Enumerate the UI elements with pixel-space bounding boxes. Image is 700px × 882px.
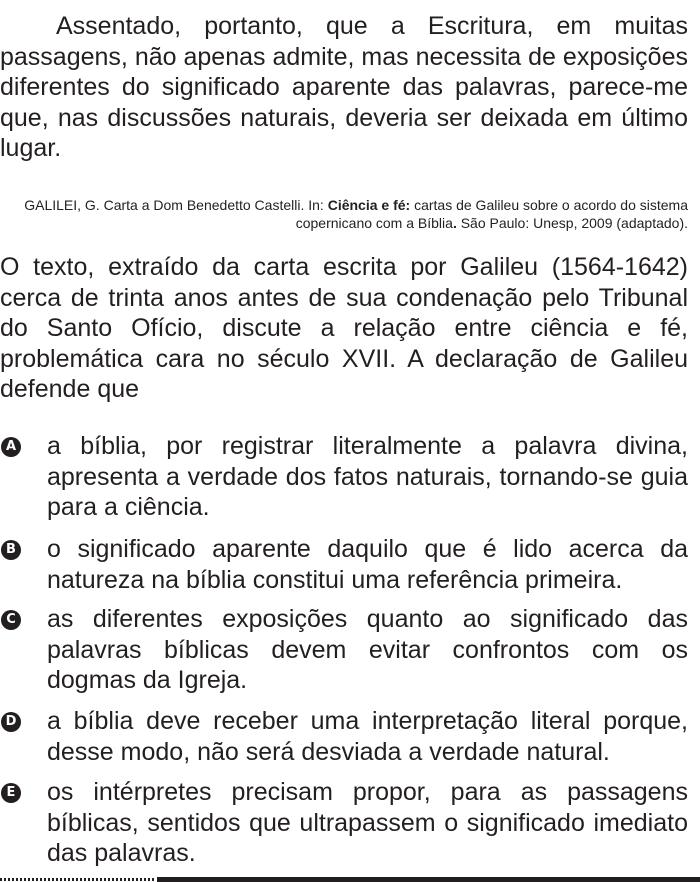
citation-publisher: São Paulo: Unesp, 2009 (adaptado). xyxy=(456,215,688,231)
option-c-letter-badge: C xyxy=(1,610,21,630)
option-b-letter-badge: B xyxy=(1,540,21,560)
citation-subtitle: cartas de Galileu sobre o acordo do sistema copernicano com a Bíblia xyxy=(295,197,688,231)
option-a[interactable] xyxy=(0,431,688,523)
solid-rule xyxy=(157,877,700,882)
option-e[interactable] xyxy=(0,777,688,869)
option-c[interactable] xyxy=(0,604,688,696)
option-e-letter-badge: E xyxy=(1,783,21,803)
option-e-text: os intérpretes precisam propor, para as passagens bíblicas, sentidos que ultrapassem o significado imediato das palavras. xyxy=(47,778,688,867)
citation-bold-period: . xyxy=(452,215,457,231)
bottom-rule xyxy=(0,876,700,882)
option-b[interactable] xyxy=(0,534,688,595)
option-c-text: as diferentes exposições quanto ao significado das palavras bíblicas devem evitar confrontos com os dogmas da Igreja. xyxy=(47,605,688,694)
option-a-letter-badge: A xyxy=(1,437,21,457)
citation-text: GALILEI, G. Carta a Dom Benedetto Castelli. In: xyxy=(24,197,328,213)
dotted-rule xyxy=(0,878,155,881)
option-d[interactable] xyxy=(0,706,688,767)
question-stem: O texto, extraído da carta escrita por Galileu (1564-1642) cerca de trinta anos antes de sua condenação pelo Tribunal do Santo Ofício, discute a relação entre ciência e fé, problemática cara no século XVII. A declaração de Galileu defende que xyxy=(0,253,688,403)
quote-text: Assentado, portanto, que a Escritura, em muitas passagens, não apenas admite, mas necessita de exposições diferentes do significado aparente das palavras, parece-me que, nas discussões naturais, deveria ser deixada em último lugar. xyxy=(0,12,688,162)
citation xyxy=(0,196,688,232)
option-a-text: a bíblia, por registrar literalmente a palavra divina, apresenta a verdade dos fatos naturais, tornando-se guia para a ciência. xyxy=(47,432,688,521)
option-d-letter-badge: D xyxy=(1,712,21,732)
option-b-text: o significado aparente daquilo que é lido acerca da natureza na bíblia constitui uma referência primeira. xyxy=(47,535,688,594)
citation-book-title: Ciência e fé: xyxy=(327,197,411,213)
option-d-text: a bíblia deve receber uma interpretação literal porque, desse modo, não será desviada a verdade natural. xyxy=(47,707,688,766)
